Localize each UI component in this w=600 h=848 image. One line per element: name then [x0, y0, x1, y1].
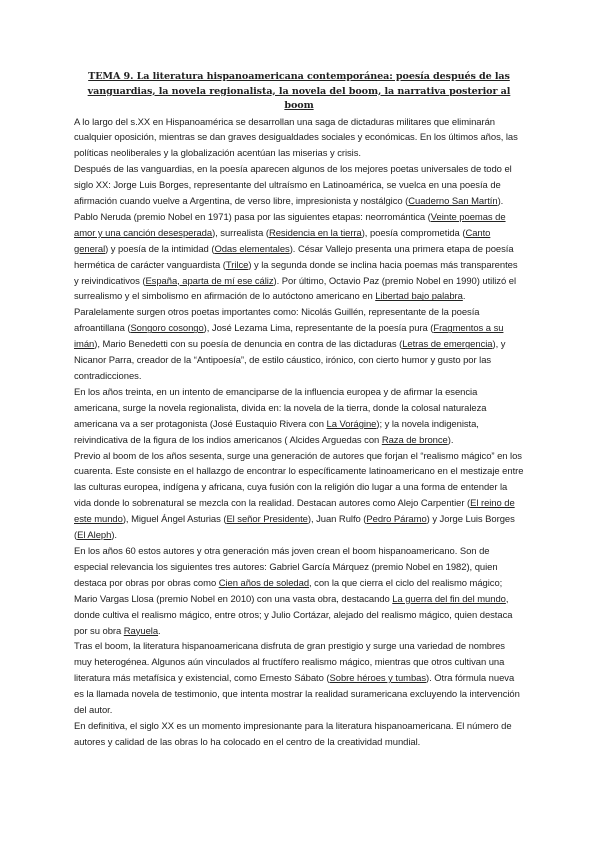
paragraph: [74, 385, 524, 449]
paragraph-text: .: [158, 625, 161, 637]
work-title: La guerra del fin del mundo: [392, 593, 506, 605]
work-title: Sobre héroes y tumbas: [329, 673, 427, 685]
work-title: Pedro Páramo: [366, 514, 427, 526]
paragraph-text: , donde cultiva el realismo mágico, entre otros; y Julio Cortázar, alejado del realismo mágico, quien destaca por su obra: [74, 593, 513, 637]
paragraph-text: ). Pablo Neruda (premio Nobel en 1971) pasa por las siguientes etapas: neorromántica (: [74, 196, 504, 223]
paragraph-text: ); y la novela indigenista, reivindicativa de la figura de los indios americanos ( Alcides Arguedas con: [74, 418, 479, 446]
work-title: La Vorágine: [326, 418, 377, 430]
work-title: Canto general: [74, 227, 491, 255]
work-title: Residencia en la tierra: [268, 227, 362, 239]
paragraph-text: ), poesía comprometida (: [361, 227, 466, 239]
work-title: Cien años de soledad: [218, 577, 310, 589]
work-title: El Aleph: [77, 530, 112, 542]
paragraph-text: . Paralelamente surgen otros poetas importantes como: Nicolás Guillén, representante de la poesía afroantillana (: [74, 291, 480, 335]
paragraph-text: ).: [111, 530, 117, 542]
paragraph-text: A lo largo del s.XX en Hispanoamérica se desarrollan una saga de dictaduras militares que eliminarán cualquier oposición, mientras se dan graves desigualdades sociales y económicas. En los últimos años, las políticas neoliberales y la globalización acentúan las miserias y crisis.: [74, 116, 518, 160]
paragraph: [74, 544, 524, 639]
paragraph-text: ), José Lezama Lima, representante de la poesía pura (: [203, 323, 434, 335]
paragraph-text: Previo al boom de los años sesenta, surge una generación de autores que forjan el “realismo mágico” en los cuarenta. Este consiste en el hallazgo de encontrar lo específicamente latinoamericano en el mestizaje entre las culturas europea, indígena y africana, cuya fusión con la religión dio lugar a una forma de entender la vida donde lo sobrenatural se mezcla con la realidad. Destacan autores como Alejo Carpentier (: [74, 450, 524, 510]
paragraph-text: ). Por último, Octavio Paz (premio Nobel en 1990) utilizó el surrealismo y el simbolismo en afirmación de lo autóctono americano en: [74, 275, 516, 303]
paragraph-text: ) y la segunda donde se inclina hacia poemas más transparentes y reivindicativos (: [74, 259, 518, 287]
work-title: Letras de emergencia: [402, 339, 493, 351]
paragraph: [74, 449, 524, 544]
paragraph-text: ) y poesía de la intimidad (: [105, 243, 215, 255]
work-title: El reino de este mundo: [74, 498, 515, 526]
paragraph-text: ), Juan Rulfo (: [307, 514, 367, 526]
paragraph-text: Después de las vanguardias, en la poesía aparecen algunos de los mejores poetas universales de todo el siglo XX: Jorge Luis Borges, representante del ultraísmo en Latinoamérica, se vuelca en una poesía de afirmación cuando vuelve a Argentina, de verso libre, impresionista y nostálgico (: [74, 164, 512, 208]
paragraph: [74, 639, 524, 719]
work-title: Rayuela: [123, 625, 159, 637]
paragraph-text: En definitiva, el siglo XX es un momento impresionante para la literatura hispanoamericana. El número de autores y calidad de las obras lo ha colocado en el centro de la creatividad mundial.: [74, 720, 512, 748]
paragraph-text: En los años treinta, en un intento de emanciparse de la influencia europea y de afirmar la esencia americana, surge la novela regionalista, divida en: la novela de la tierra, donde la colosal naturaleza americana va a ser protagonista (José Eustaquio Rivera con: [74, 386, 487, 430]
paragraph-text: ). César Vallejo presenta una primera etapa de poesía hermética de carácter vanguardista (: [74, 243, 514, 271]
document-body: [74, 115, 524, 751]
paragraph: [74, 115, 524, 163]
work-title: Odas elementales: [214, 243, 290, 255]
paragraph-text: En los años 60 estos autores y otra generación más joven crean el boom hispanoamericano. Son de especial relevancia los siguientes tres autores: Gabriel García Márquez (premio Nobel en 1982), quien destaca por obras por obras como: [74, 545, 498, 589]
work-title: Cuaderno San Martín: [408, 196, 498, 208]
paragraph-text: Tras el boom, la literatura hispanoamericana disfruta de gran prestigio y surge una variedad de nombres muy heterogénea. Algunos aún vinculados al fructífero realismo mágico, mientras que otros cultivan una literatura más metafísica y existencial, como Ernesto Sábato (: [74, 641, 505, 685]
paragraph-text: ), Mario Benedetti con su poesía de denuncia en contra de las dictaduras (: [94, 339, 403, 351]
paragraph-text: ). Otra fórmula nueva es la llamada novela de testimonio, que intenta mostrar la realidad suramericana excluyendo la intervención del autor.: [74, 673, 520, 717]
work-title: Libertad bajo palabra: [375, 291, 463, 303]
work-title: Veinte poemas de amor y una canción desesperada: [74, 211, 506, 239]
paragraph-text: ), surrealista (: [212, 227, 269, 239]
work-title: Songoro cosongo: [130, 323, 204, 335]
work-title: El señor Presidente: [226, 514, 308, 526]
paragraph: [74, 719, 524, 751]
paragraph: [74, 162, 524, 385]
work-title: Trilce: [225, 259, 249, 271]
work-title: España, aparta de mí ese cáliz: [145, 275, 274, 287]
document-title: TEMA 9. La literatura hispanoamericana contemporánea: poesía después de las vanguardias, la novela regionalista, la novela del boom, la narrativa posterior al boom: [87, 71, 511, 111]
paragraph-text: ), y Nicanor Parra, creador de la “Antipoesía”, de estilo cáustico, irónico, con cierto humor y gusto por las contradicciones.: [74, 339, 506, 382]
work-title: Raza de bronce: [381, 434, 448, 446]
paragraph-text: ).: [447, 434, 454, 446]
paragraph-text: ), Miguel Ángel Asturias (: [122, 514, 227, 526]
work-title: Fragmentos a su imán: [74, 323, 504, 351]
paragraph-text: , con la que cierra el ciclo del realismo mágico; Mario Vargas Llosa (premio Nobel en 2010) con una vasta obra, destacando: [74, 577, 503, 605]
paragraph-text: ) y Jorge Luis Borges (: [74, 514, 515, 542]
